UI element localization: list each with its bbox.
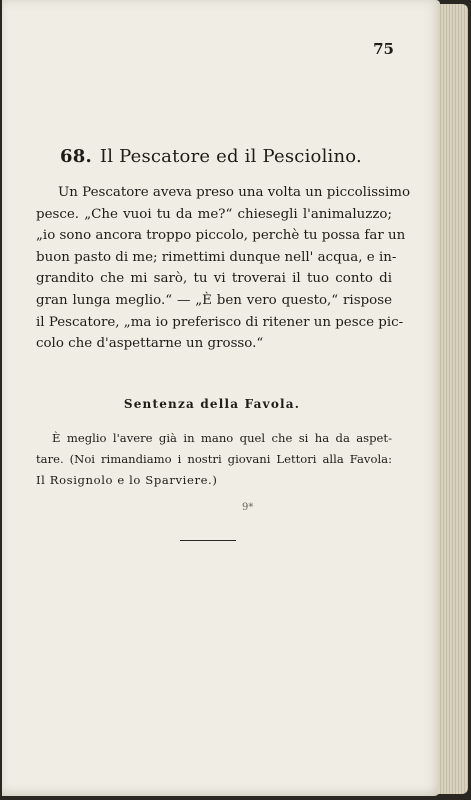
fable-title xyxy=(60,146,362,167)
fable-line: grandito che mi sarò, tu vi troverai il tuo conto di xyxy=(36,271,392,287)
signature-mark: 9* xyxy=(242,502,254,513)
fable-line: buon pasto di me; rimettimi dunque nell' acqua, e in- xyxy=(36,249,397,265)
moral-line: tare. (Noi rimandiamo i nostri giovani Lettori alla Favola: xyxy=(36,452,392,466)
page-edges xyxy=(438,4,468,794)
end-rule xyxy=(180,540,236,541)
moral-title: Sentenza della Favola. xyxy=(123,397,301,411)
fable-line: „io sono ancora troppo piccolo, perchè tu possa far un xyxy=(36,228,406,244)
moral-line: Il Rosignolo e lo Sparviere.) xyxy=(36,473,218,487)
moral-line: È meglio l'avere già in mano quel che si ha da aspet- xyxy=(52,431,392,445)
moral-text xyxy=(36,428,392,491)
page-number: 75 xyxy=(373,40,394,58)
fable-number: 68. xyxy=(60,146,92,167)
fable-line: pesce. „Che vuoi tu da me?“ chiesegli l'animaluzzo; xyxy=(36,206,392,222)
book-page xyxy=(2,0,440,796)
fable-line: gran lunga meglio.“ — „È ben vero questo,“ rispose xyxy=(36,292,392,308)
fable-text xyxy=(36,182,411,355)
fable-line: Un Pescatore aveva preso una volta un piccolissimo xyxy=(58,185,411,200)
fable-line: il Pescatore, „ma io preferisco di ritener un pesce pic- xyxy=(36,314,404,330)
fable-title-text: Il Pescatore ed il Pesciolino. xyxy=(99,146,362,167)
fable-line: colo che d'aspettarne un grosso.“ xyxy=(36,336,264,352)
